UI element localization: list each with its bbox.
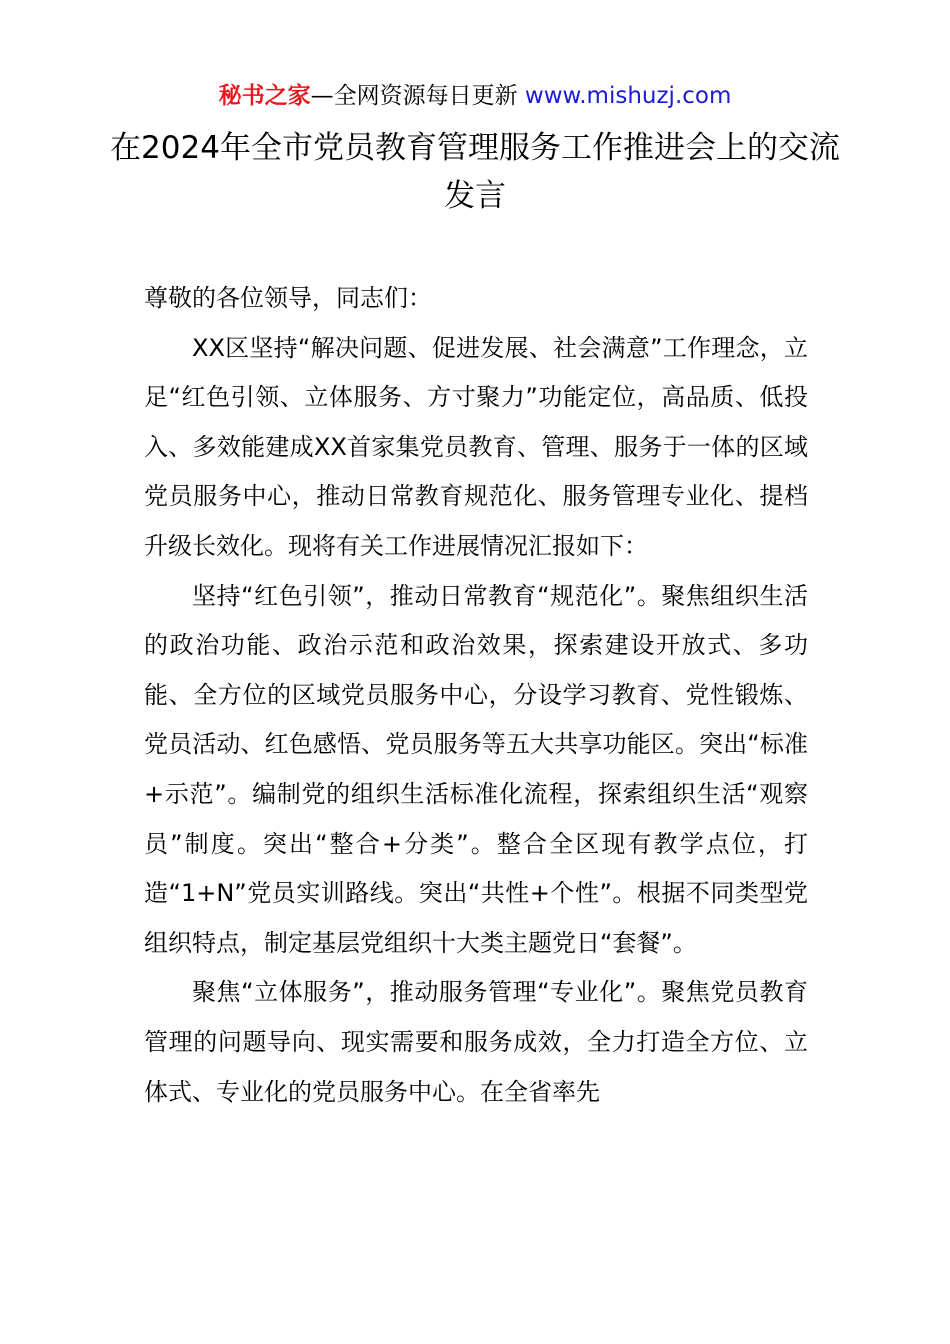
site-header bbox=[0, 78, 950, 114]
paragraph-intro: XX区坚持“解决问题、促进发展、社会满意”工作理念，立足“红色引领、立体服务、方寸聚力”功能定位，高品质、低投入、多效能建成XX首家集党员教育、管理、服务于一体的区域党员服务中心，推动日常教育规范化、服务管理专业化、提档升级长效化。现将有关工作进展情况汇报如下： bbox=[144, 333, 808, 560]
site-brand: 秘书之家 bbox=[218, 83, 311, 109]
site-slogan: —全网资源每日更新 bbox=[310, 83, 518, 109]
document-title: 在2024年全市党员教育管理服务工作推进会上的交流发言 bbox=[110, 130, 840, 214]
salutation: 尊敬的各位领导，同志们： bbox=[144, 284, 432, 312]
site-url-link[interactable]: www.mishuzj.com bbox=[524, 83, 732, 109]
paragraph-service: 聚焦“立体服务”，推动服务管理“专业化”。聚焦党员教育管理的问题导向、现实需要和服务成效，全力打造全方位、立体式、专业化的党员服务中心。在全省率先 bbox=[144, 978, 808, 1106]
paragraph-red-leadership: 坚持“红色引领”，推动日常教育“规范化”。聚焦组织生活的政治功能、政治示范和政治效果，探索建设开放式、多功能、全方位的区域党员服务中心，分设学习教育、党性锻炼、党员活动、红色感悟、党员服务等五大共享功能区。突出“标准+示范”。编制党的组织生活标准化流程，探索组织生活“观察员”制度。突出“整合+分类”。整合全区现有教学点位，打造“1+N”党员实训路线。突出“共性+个性”。根据不同类型党组织特点，制定基层党组织十大类主题党日“套餐”。 bbox=[144, 581, 808, 957]
document-body bbox=[144, 274, 808, 1117]
